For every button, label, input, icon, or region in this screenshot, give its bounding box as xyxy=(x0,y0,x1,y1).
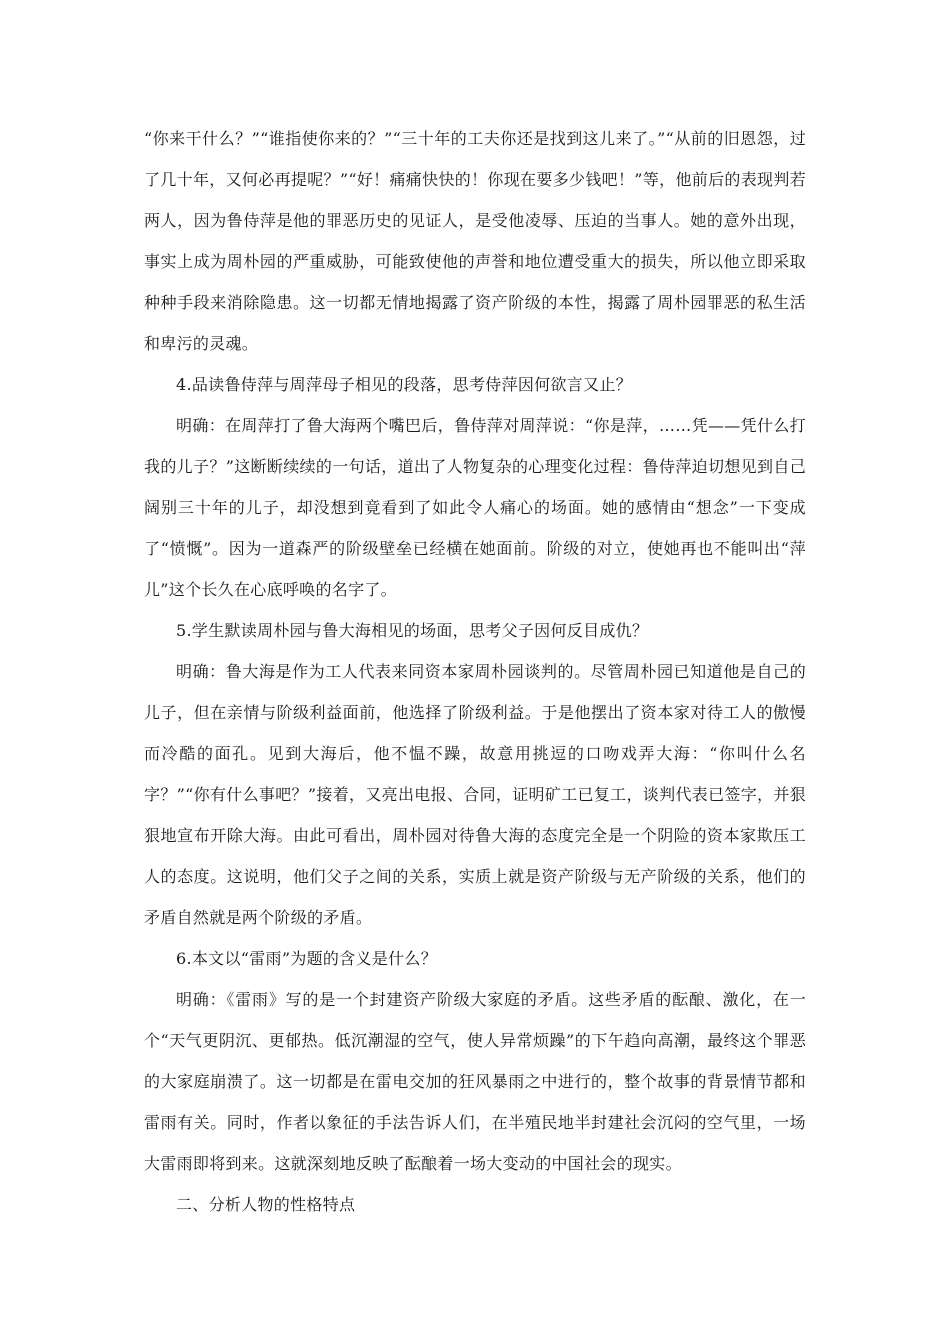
answer-5-paragraph: 明确：鲁大海是作为工人代表来同资本家周朴园谈判的。尽管周朴园已知道他是自己的儿子，但在亲情与阶级利益面前，他选择了阶级利益。于是他摆出了资本家对待工人的傲慢而冷酷的面孔。见到大海后，他不愠不躁，故意用挑逗的口吻戏弄大海：“你叫什么名字？”“你有什么事吧？”接着，又亮出电报、合同，证明矿工已复工，谈判代表已签字，并狠狠地宣布开除大海。由此可看出，周朴园对待鲁大海的态度完全是一个阴险的资本家欺压工人的态度。这说明，他们父子之间的关系，实质上就是资产阶级与无产阶级的关系，他们的矛盾自然就是两个阶级的矛盾。 xyxy=(144,662,806,927)
question-5-heading: 5.学生默读周朴园与鲁大海相见的场面，思考父子因何反目成仇？ xyxy=(176,621,649,640)
answer-6-paragraph: 明确：《雷雨》写的是一个封建资产阶级大家庭的矛盾。这些矛盾的酝酿、激化，在一个“天气更阴沉、更郁热。低沉潮湿的空气，使人异常烦躁”的下午趋向高潮，最终这个罪恶的大家庭崩溃了。这一切都是在雷电交加的狂风暴雨之中进行的，整个故事的背景情节都和雷雨有关。同时，作者以象征的手法告诉人们，在半殖民地半封建社会沉闷的空气里，一场大雷雨即将到来。这就深刻地反映了酝酿着一场大变动的中国社会的现实。 xyxy=(144,990,806,1173)
paragraph-zhou-puyuan-reaction: “你来干什么？”“谁指使你来的？”“三十年的工夫你还是找到这儿来了。”“从前的旧恩怨，过了几十年，又何必再提呢？”“好！痛痛快快的！你现在要多少钱吧！”等，他前后的表现判若两人，因为鲁侍萍是他的罪恶历史的见证人，是受他凌辱、压迫的当事人。她的意外出现，事实上成为周朴园的严重威胁，可能致使他的声誉和地位遭受重大的损失，所以他立即采取种种手段来消除隐患。这一切都无情地揭露了资产阶级的本性，揭露了周朴园罪恶的私生活和卑污的灵魂。 xyxy=(144,129,806,353)
document-body xyxy=(144,118,806,1225)
question-6-heading: 6.本文以“雷雨”为题的含义是什么？ xyxy=(176,949,438,968)
question-4-heading: 4.品读鲁侍萍与周萍母子相见的段落，思考侍萍因何欲言又止？ xyxy=(176,375,632,394)
section-heading-character-analysis: 二、分析人物的性格特点 xyxy=(176,1195,356,1214)
answer-4-paragraph: 明确：在周萍打了鲁大海两个嘴巴后，鲁侍萍对周萍说：“你是萍，……凭——凭什么打我的儿子？”这断断续续的一句话，道出了人物复杂的心理变化过程：鲁侍萍迫切想见到自己阔别三十年的儿子，却没想到竟看到了如此令人痛心的场面。她的感情由“想念”一下变成了“愤慨”。因为一道森严的阶级壁垒已经横在她面前。阶级的对立，使她再也不能叫出“萍儿”这个长久在心底呼唤的名字了。 xyxy=(144,416,806,599)
